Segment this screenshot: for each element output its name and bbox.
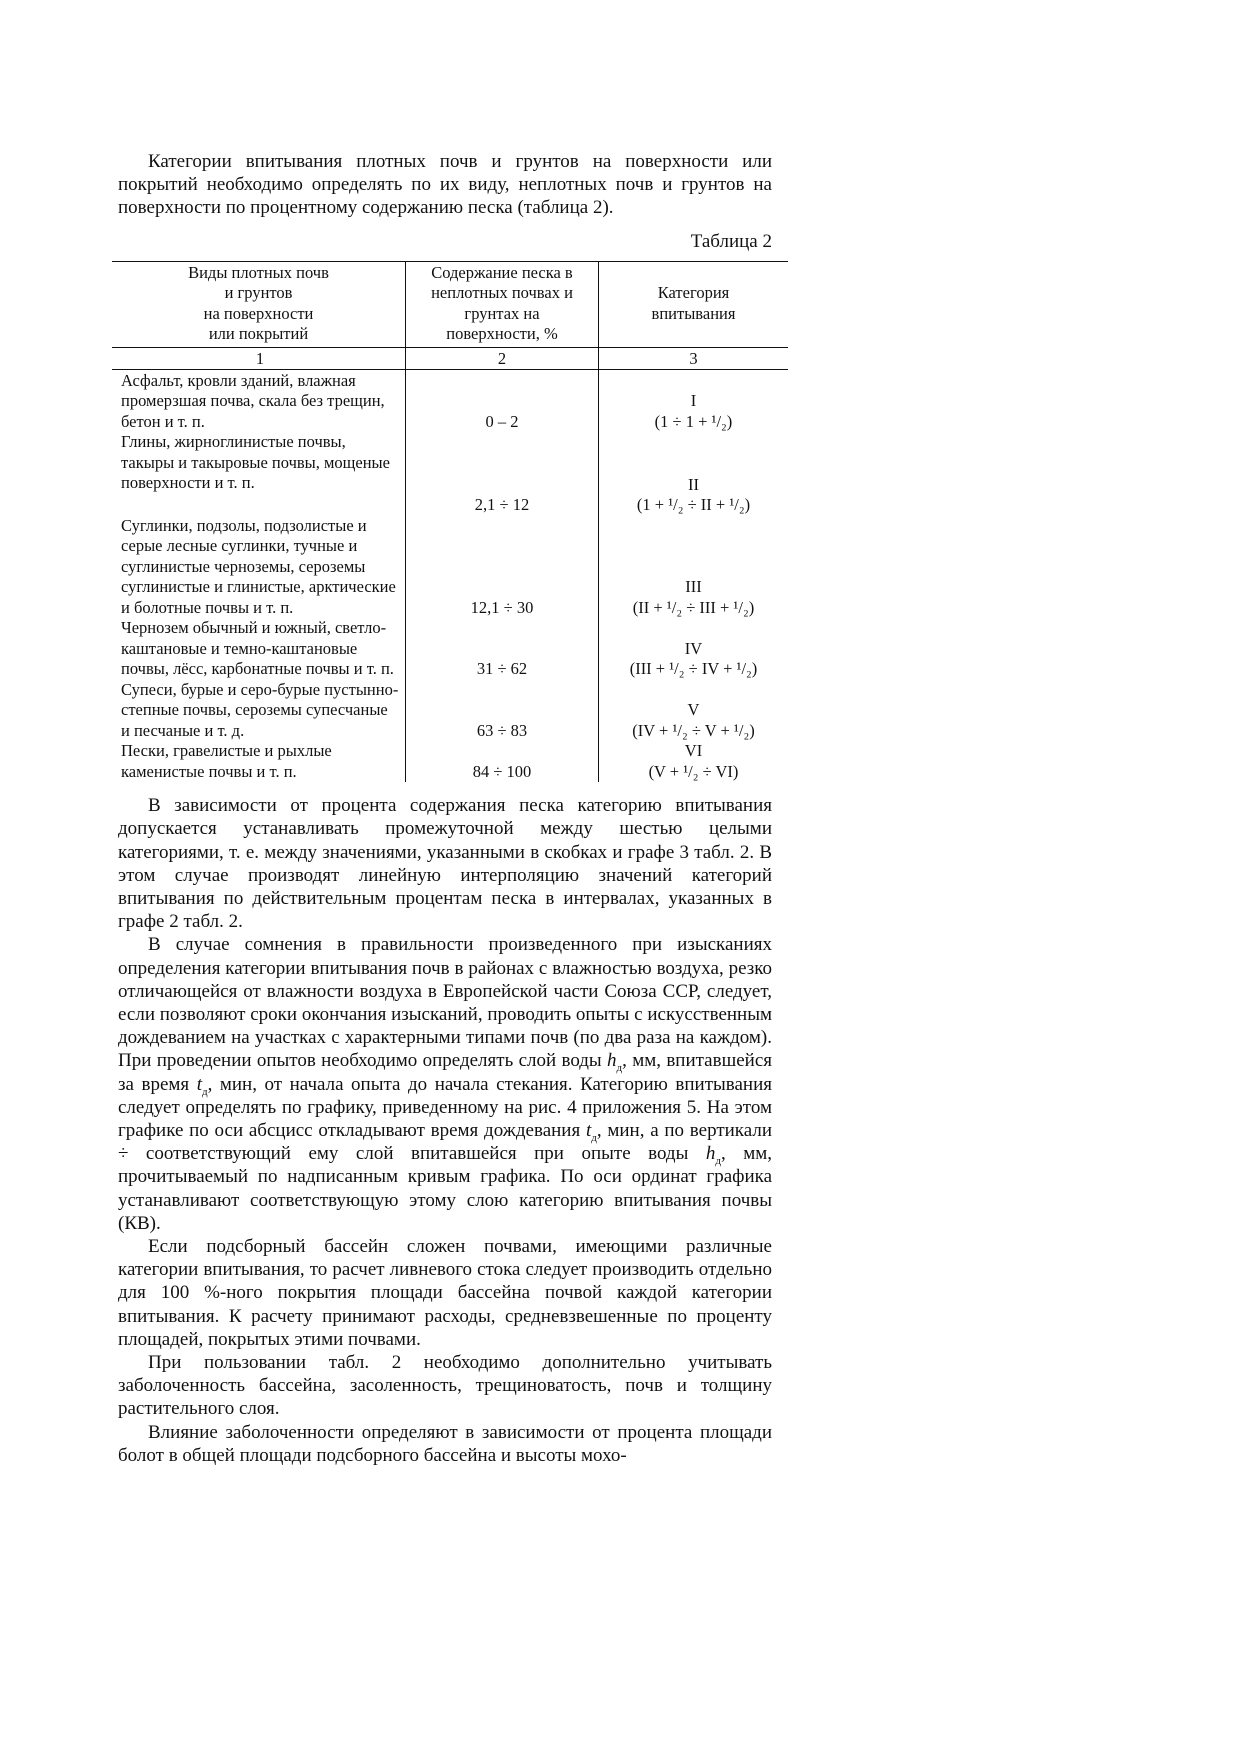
category-cell: [599, 432, 789, 516]
header-sand-content: [406, 261, 599, 347]
category-range: (1 + ¹/₂ ÷ II + ¹/₂): [636, 495, 751, 515]
soil-type-cell: Супеси, бурые и серо-бурые пустынно-степные почвы, сероземы супесчаные и песчаные и т. д.: [121, 679, 399, 740]
sand-content-cell: 63 ÷ 83: [406, 680, 599, 742]
table-row: [112, 432, 788, 516]
category-range: (1 ÷ 1 + ¹/₂): [654, 411, 733, 431]
header-soil-types: [112, 261, 406, 347]
soil-type-cell: Суглинки, подзолы, подзолистые и серые лесные суглинки, тучные и суглинистые черноземы, сероземы суглинистые и глинистые, арктические и болотные почвы и т. п.: [121, 515, 396, 617]
category-range: (III + ¹/₂ ÷ IV + ¹/₂): [629, 659, 758, 679]
category-numeral: I: [690, 391, 697, 411]
header-soil-types-text: Виды плотных почв и грунтов на поверхности или покрытий: [188, 262, 329, 344]
soil-type-cell: Чернозем обычный и южный, светло-каштановые и темно-каштановые почвы, лёсс, карбонатные почвы и т. п.: [121, 618, 394, 679]
text-segment: , мин, а по вертикали ÷ соответствующий ему слой впитавшейся при опыте воды: [118, 1119, 772, 1165]
swampiness-paragraph: Влияние заболоченности определяют в зависимости от процента площади болот в общей площади подсборного бассейна и высоты мохо-: [118, 1421, 772, 1466]
table-row: [112, 618, 788, 680]
text-segment: , мм, впитавшейся за время: [118, 1050, 772, 1095]
document-page: [118, 150, 772, 1467]
category-numeral: V: [687, 700, 700, 720]
table-row: [112, 680, 788, 742]
time-variable: t: [196, 1073, 202, 1095]
variable-subscript: д: [201, 1085, 208, 1098]
variable-subscript: д: [591, 1131, 597, 1144]
category-cell: [599, 369, 789, 432]
variable-subscript: д: [616, 1062, 623, 1075]
table-row: [112, 741, 788, 782]
soil-type-cell: Асфальт, кровли зданий, влажная промерзшая почва, скала без трещин, бетон и т. п.: [121, 370, 385, 431]
category-cell: [599, 618, 789, 680]
category-numeral: VI: [684, 741, 703, 761]
table-row: [112, 369, 788, 432]
category-numeral: IV: [684, 638, 703, 658]
column-number-2: 2: [406, 347, 599, 369]
category-range: (IV + ¹/₂ ÷ V + ¹/₂): [632, 720, 755, 740]
column-number-1: 1: [112, 347, 406, 369]
water-layer-variable: h: [607, 1050, 617, 1072]
category-cell: [599, 516, 789, 619]
soil-type-cell: [112, 432, 406, 516]
header-sand-content-text: Содержание песка в неплотных почвах и грунтах на поверхности, %: [431, 262, 573, 344]
soil-type-text: Глины, жирноглинистые почвы, такыры и такыровые почвы, мощеные поверхности и т. п.: [121, 432, 390, 493]
text-segment: , мин, от начала опыта до начала стекания. Категорию впитывания следует определять по графику, приведенному на рис. 4 приложения 5. На этом графике по оси абсцисс откладывают время дождевания: [118, 1073, 772, 1141]
table-caption: Таблица 2: [690, 230, 772, 252]
intro-paragraph: Категории впитывания плотных почв и грунтов на поверхности или покрытий необходимо определять по их виду, неплотных почв и грунтов на поверхности по процентному содержанию песка (таблица 2).: [118, 151, 772, 219]
category-cell: [599, 741, 789, 782]
soil-category-table: [112, 261, 788, 783]
header-absorption-category-text: Категория впитывания: [651, 283, 736, 323]
interpolation-paragraph: В зависимости от процента содержания песка категорию впитывания допускается устанавливать промежуточной между шестью целыми категориями, т. е. между значениями, указанными в скобках и графе 3 табл. 2. В этом случае производят линейную интерполяцию значений категорий впитывания по действительным процентам песка в интервалах, указанных в графе 2 табл. 2.: [118, 795, 772, 933]
time-variable: t: [585, 1119, 592, 1141]
category-numeral: III: [685, 577, 702, 597]
header-absorption-category: [599, 261, 789, 347]
sand-content-cell: 84 ÷ 100: [406, 741, 599, 782]
field-test-paragraph: [118, 933, 772, 1235]
mixed-soils-paragraph: Если подсборный бассейн сложен почвами, имеющими различные категории впитывания, то расчет ливневого стока следует производить отдельно для 100 %-ного покрытия площади бассейна почвой каждой категории впитывания. К расчету принимают расходы, средневзвешенные по проценту площадей, покрытых этими почвами.: [118, 1235, 772, 1350]
water-layer-variable: h: [705, 1143, 716, 1165]
category-range: (II + ¹/₂ ÷ III + ¹/₂): [632, 597, 755, 617]
sand-content-cell: 12,1 ÷ 30: [406, 516, 599, 619]
column-number-row: [112, 347, 788, 369]
sand-content-cell: 0 – 2: [406, 369, 599, 432]
variable-subscript: д: [715, 1154, 721, 1167]
category-numeral: II: [688, 474, 699, 494]
text-segment: , мм, прочитываемый по надписанным кривым графика. По оси ординат графика устанавливают соответствующую этому слою категорию впитывания почвы (КВ).: [118, 1143, 772, 1234]
category-range: (V + ¹/₂ ÷ VI): [648, 761, 739, 781]
soil-type-cell: Пески, гравелистые и рыхлые каменистые почвы и т. п.: [121, 741, 332, 781]
category-cell: [599, 680, 789, 742]
table-usage-paragraph: При пользовании табл. 2 необходимо дополнительно учитывать заболоченность бассейна, засоленность, трещиноватость, почв и толщину растительного слоя.: [118, 1351, 772, 1420]
text-segment: В случае сомнения в правильности произведенного при изысканиях определения категории впитывания почв в районах с влажностью воздуха, резко отличающейся от влажности воздуха в Европейской части Союза ССР, следует, если позволяют сроки окончания изысканий, проводить опыты с искусственным дождеванием на участках с характерными типами почв (по два раза на каждом). При проведении опытов необходимо определять слой воды: [118, 934, 772, 1072]
sand-content-cell: 2,1 ÷ 12: [406, 432, 599, 516]
sand-content-cell: 31 ÷ 62: [406, 618, 599, 680]
table-row: [112, 516, 788, 619]
table-header-row: [112, 261, 788, 347]
column-number-3: 3: [599, 347, 789, 369]
